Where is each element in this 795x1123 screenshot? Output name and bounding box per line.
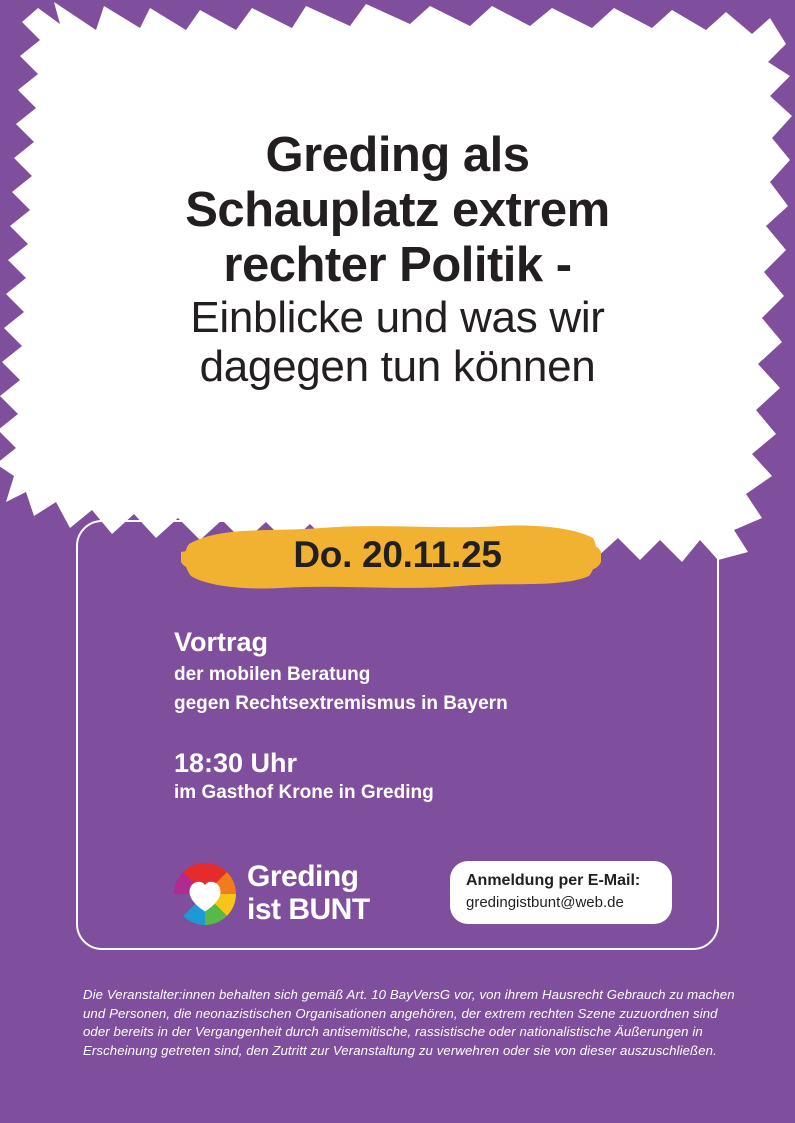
event-type: Vortrag <box>174 627 269 657</box>
legal-footnote: Die Veranstalter:innen behalten sich gemäß Art. 10 BayVersG vor, von ihrem Hausrecht Gebrauch zu machen und Personen, die neonazistischen Organisationen angehören, der extrem rechten Szene zuzuordnen sind oder bereits in der Vergangenheit durch antisemitische, rassistische oder nationalistische Äußerungen in Erscheinung getreten sind, den Zutritt zur Veranstaltung zu verwehren oder sie von dieser auszuschließen. <box>83 987 735 1059</box>
headline-line-1: Greding als <box>265 128 530 182</box>
rainbow-heart-icon <box>174 863 236 925</box>
page-title <box>0 128 795 391</box>
signup-box <box>450 861 672 924</box>
headline-line-2: Schauplatz extrem <box>185 182 610 237</box>
logo-line-2: ist BUNT <box>247 893 370 926</box>
event-time: 18:30 Uhr <box>174 748 298 778</box>
event-date: Do. 20.11.25 <box>293 534 502 575</box>
date-banner <box>0 510 795 600</box>
event-time-block <box>174 748 434 804</box>
headline-line-4: Einblicke und was wir <box>190 292 605 342</box>
logo-wordmark <box>247 862 370 925</box>
signup-label: Anmeldung per E-Mail: <box>466 872 641 889</box>
headline-line-3: rechter Politik - <box>223 237 572 292</box>
event-organizer-line-1: der mobilen Beratung <box>174 663 371 685</box>
organization-logo <box>174 862 370 925</box>
event-venue: im Gasthof Krone in Greding <box>174 782 434 803</box>
signup-email[interactable]: gredingistbunt@web.de <box>466 894 624 911</box>
event-description <box>174 626 508 718</box>
logo-line-1: Greding <box>247 860 359 893</box>
event-organizer-line-2: gegen Rechtsextremismus in Bayern <box>174 692 508 714</box>
headline-line-5: dagegen tun können <box>199 341 596 391</box>
